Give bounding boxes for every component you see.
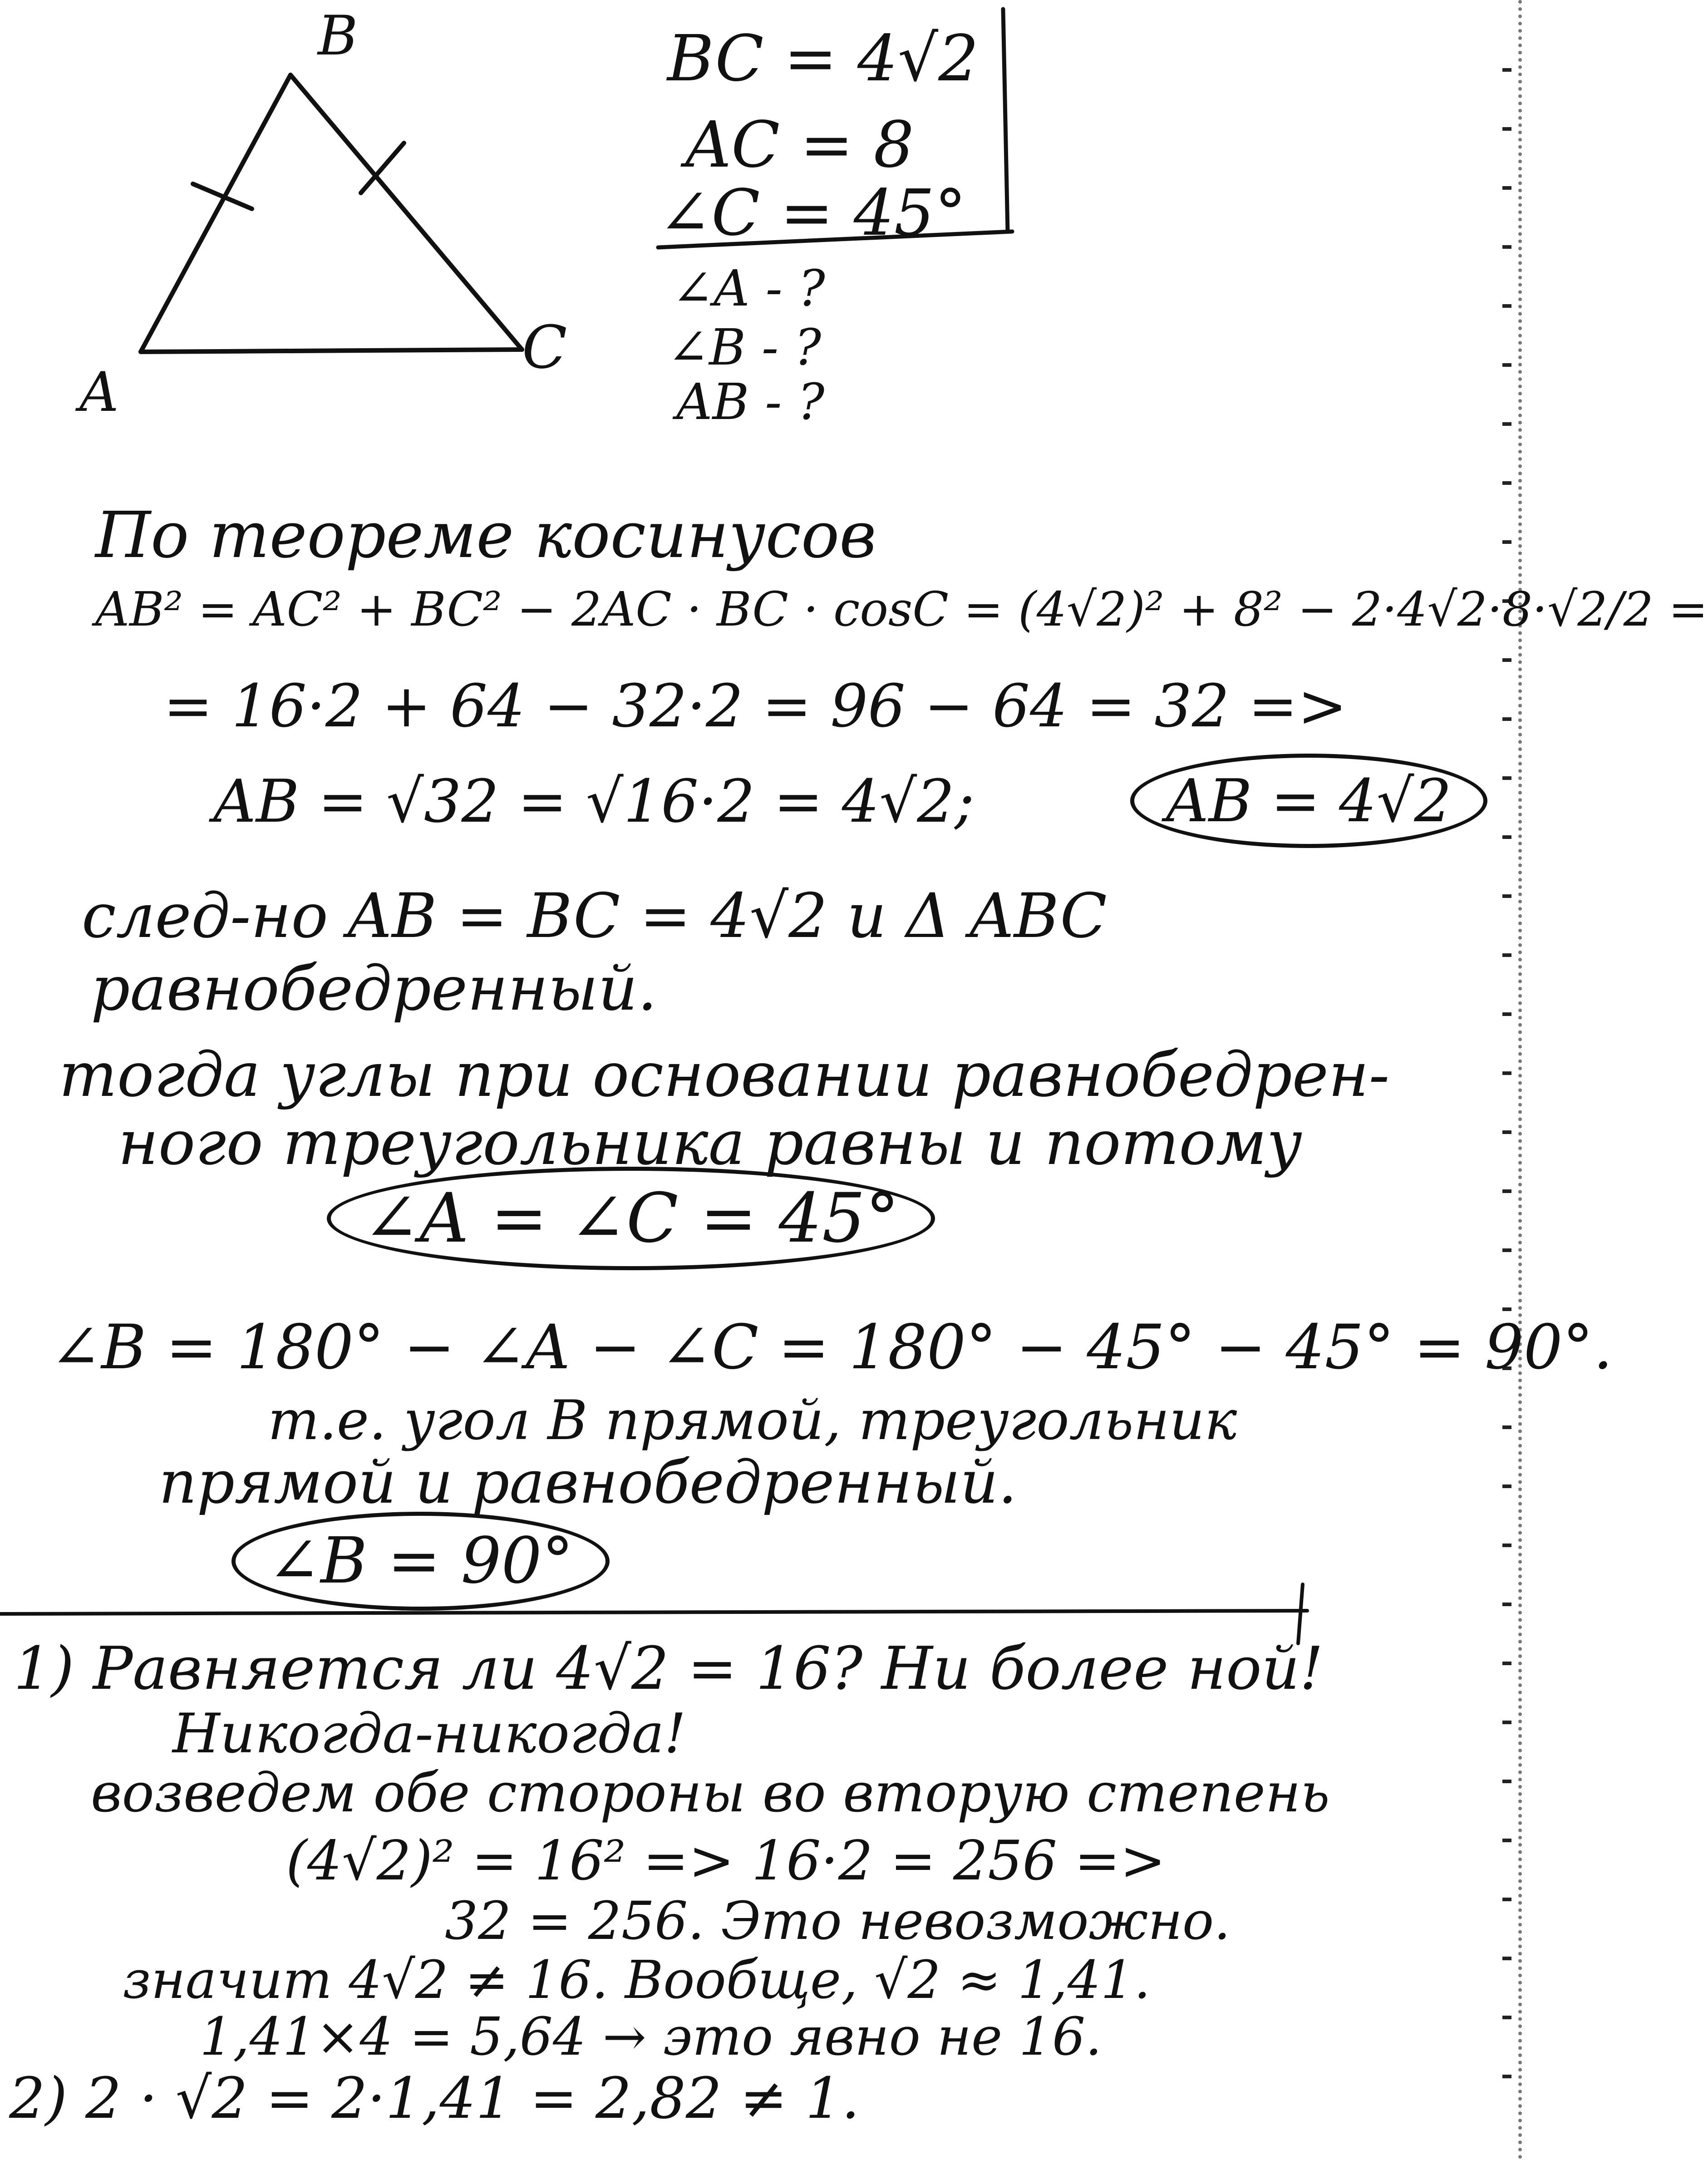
- question-1-step: (4√2)² = 16² => 16·2 = 256 =>: [286, 1830, 1166, 1893]
- margin-dash: [1502, 1071, 1511, 1075]
- margin-dash: [1502, 1839, 1511, 1842]
- margin-dash: [1502, 1603, 1511, 1606]
- question-1-step: 32 = 256. Это невозможно.: [445, 1891, 1231, 1952]
- margin-dash: [1502, 1662, 1511, 1665]
- margin-dash: [1502, 245, 1511, 249]
- question-1: 1) Равняется ли 4√2 = 16? Ни более ной!: [14, 1634, 1324, 1703]
- find-item: ∠A - ?: [672, 259, 825, 317]
- find-item: ∠B - ?: [667, 318, 822, 376]
- conclusion-line: след-но AB = BC = 4√2 и Δ ABC: [82, 880, 1107, 952]
- base-angles-line: ного треугольника равны и потому: [118, 1107, 1302, 1179]
- margin-dash: [1502, 2075, 1511, 2078]
- given-item: AC = 8: [685, 108, 914, 182]
- margin-dash: [1502, 1898, 1511, 1901]
- given-item: ∠C = 45°: [658, 176, 966, 250]
- base-angles-line: тогда углы при основании равнобедрен-: [59, 1039, 1390, 1110]
- margin-dash: [1502, 186, 1511, 190]
- ab-root-line: AB = √32 = √16·2 = 4√2;: [213, 767, 975, 836]
- margin-dash: [1502, 835, 1511, 839]
- cosine-law-line: AB² = AC² + BC² − 2AC · BC · cosC = (4√2)² + 8² − 2·4√2·8·√2/2 =: [95, 582, 1708, 637]
- margin-dash: [1502, 481, 1511, 485]
- angle-b-result: ∠B = 90°: [231, 1512, 610, 1611]
- question-1-step: возведем обе стороны во вторую степень: [91, 1761, 1330, 1824]
- notebook-margin: [1518, 0, 1536, 2160]
- margin-dash: [1502, 1484, 1511, 1488]
- question-1-step: значит 4√2 ≠ 16. Вообще, √2 ≈ 1,41.: [123, 1950, 1151, 2011]
- margin-dash: [1502, 127, 1511, 131]
- margin-dash: [1502, 717, 1511, 721]
- calc-line: = 16·2 + 64 − 32·2 = 96 − 64 = 32 =>: [163, 671, 1347, 740]
- find-item: AB - ?: [676, 373, 825, 431]
- question-1-step: 1,41×4 = 5,64 → это явно не 16.: [200, 2007, 1102, 2067]
- margin-dash: [1502, 1425, 1511, 1429]
- margin-dash: [1502, 1307, 1511, 1311]
- question-2: 2) 2 · √2 = 2·1,41 = 2,82 ≠ 1.: [9, 2066, 860, 2131]
- margin-dash: [1502, 1012, 1511, 1016]
- margin-dash: [1502, 1544, 1511, 1547]
- given-item: BC = 4√2: [667, 22, 979, 96]
- margin-dash: [1502, 1189, 1511, 1193]
- angles-result: ∠A = ∠C = 45°: [327, 1167, 935, 1270]
- margin-dash: [1502, 1780, 1511, 1783]
- margin-dash: [1502, 422, 1511, 426]
- margin-dash: [1502, 2016, 1511, 2019]
- vertex-label-c: C: [522, 313, 567, 382]
- margin-dash: [1502, 540, 1511, 544]
- angle-b-calc: ∠B = 180° − ∠A − ∠C = 180° − 45° − 45° = 90°.: [50, 1312, 1613, 1383]
- margin-dash: [1502, 953, 1511, 957]
- margin-dash: [1502, 776, 1511, 780]
- margin-dash: [1502, 1957, 1511, 1960]
- margin-dash: [1502, 363, 1511, 367]
- margin-dash: [1502, 1130, 1511, 1134]
- angle-b-note: т.е. угол B прямой, треугольник: [268, 1389, 1237, 1452]
- angle-b-note: прямой и равнобедренный.: [159, 1448, 1017, 1517]
- margin-dash: [1502, 68, 1511, 72]
- question-1-answer: Никогда-никогда!: [172, 1702, 686, 1765]
- vertex-label-a: A: [79, 361, 119, 424]
- margin-dash: [1502, 304, 1511, 308]
- ab-result: AB = 4√2: [1130, 754, 1487, 848]
- margin-dash: [1502, 1721, 1511, 1724]
- margin-dash: [1502, 894, 1511, 898]
- solution-heading: По теореме косинусов: [95, 498, 876, 572]
- vertex-label-b: B: [318, 5, 358, 68]
- margin-dash: [1502, 658, 1511, 662]
- margin-dash: [1502, 1248, 1511, 1252]
- conclusion-line: равнобедренный.: [91, 953, 657, 1024]
